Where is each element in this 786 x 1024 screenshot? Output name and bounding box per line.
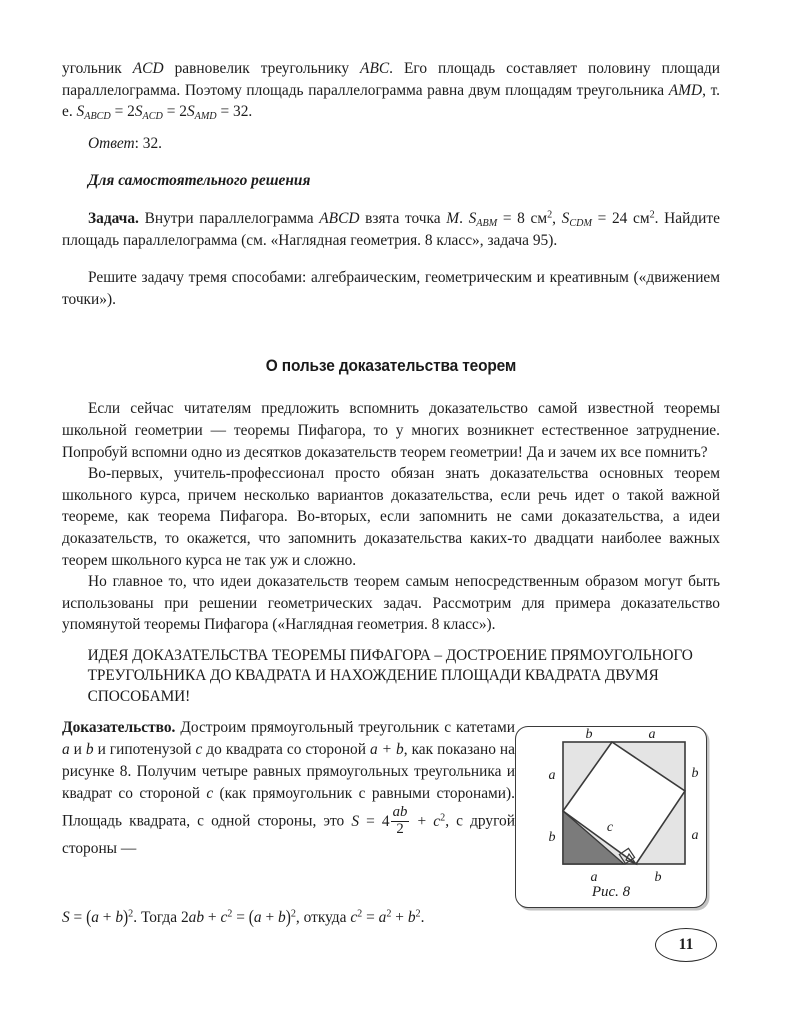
label-top-right: a xyxy=(648,727,656,742)
formula-s-cdm: $S_{CDM} = 24$ $см^2$ xyxy=(561,209,655,229)
task-paragraph xyxy=(62,208,720,251)
formula-area-1: S = 4 $\frac{ab}{2}$ + $c^2$ xyxy=(351,804,446,838)
self-study-heading xyxy=(62,170,720,192)
text-run: до квадрата со стороной xyxy=(202,741,370,759)
formula-pythagoras-step: $2ab + c^2 = (a + b)^2$ xyxy=(180,907,296,929)
text-run: , т. е. xyxy=(62,81,720,121)
text-run: , с другой стороны — xyxy=(62,812,515,857)
answer-label: Ответ xyxy=(88,134,135,152)
pythagoras-diagram xyxy=(516,727,706,907)
text-run: и xyxy=(69,741,86,759)
label-bottom-left: a xyxy=(590,870,598,885)
text-run: равновелик треугольнику xyxy=(163,60,361,77)
math-var-amd: AMD xyxy=(668,81,703,99)
label-right-bottom: a xyxy=(691,828,699,843)
math-var-abcd: ABCD xyxy=(319,209,360,227)
text-run: , как показано на рисунке 8. Получим четыре равных прямоугольных треугольника и квадрат со стороной xyxy=(62,741,515,803)
math-var-a: a xyxy=(62,741,70,759)
text-run: . Его площадь составляет половину площади параллелограмма. Поэтому площадь параллелограмма равна двум площадям треугольника xyxy=(62,60,720,99)
text-run: , xyxy=(552,209,562,227)
formula-sabcd: $S_{ABCD} = 2S_{ACD} = 2S_{AMD} = 32$. xyxy=(76,103,253,123)
label-bottom-right: b xyxy=(654,870,662,885)
paragraph-1: Если сейчас читателям предложить вспомнить доказательство самой известной теоремы школьной геометрии — теоремы Пифагора, то у многих возникнет естественное затруднение. Попробуй вспомни одно из десятков доказательств теорем геометрии! Да и зачем их все помнить? xyxy=(62,400,720,461)
formula-pythagoras-result: $c^2 = a^2 + b^2$. xyxy=(350,909,425,927)
page-number-text: 11 xyxy=(678,936,694,953)
task-label: Задача. xyxy=(88,209,139,227)
text-run: , откуда xyxy=(295,909,351,927)
math-var-abc: ABC xyxy=(360,60,390,77)
math-var-b: b xyxy=(85,741,94,759)
self-study-heading-text: Для самостоятельного решения xyxy=(88,172,311,190)
text-run: . xyxy=(459,209,469,227)
paragraph-continued xyxy=(62,58,720,123)
paragraph-2: Во-первых, учитель-профессионал просто обязан знать доказательства основных теорем школьного курса, причем несколько вариантов доказательства, если речь идет о такой важной теореме, как теорема Пифагора. Во-вторых, если запомнить не сами доказательства, а идеи доказательств, то окажется, что запомнить доказательства каких-то двадцати наиболее важных теорем школьного курса не так уж и сложно. xyxy=(62,465,720,569)
math-var-m: M xyxy=(446,209,460,227)
text-run: . Тогда xyxy=(133,909,181,927)
math-var-c2: c xyxy=(206,785,214,803)
text-run: взята точка xyxy=(359,209,447,227)
text-run: и гипотенузой xyxy=(93,741,196,759)
text-run: Внутри параллелограмма xyxy=(138,209,320,227)
text-run: угольник xyxy=(62,60,133,77)
math-var-c: c xyxy=(195,741,203,759)
text-run: (как прямоугольник с равными сторонами). Площадь квадрата, с одной стороны, это xyxy=(62,785,515,830)
label-left-bottom: b xyxy=(548,830,556,845)
solve-three-ways: Решите задачу тремя способами: алгебраическим, геометрическим и креативным («движением точки»). xyxy=(62,269,720,308)
answer-line xyxy=(62,133,720,155)
math-var-a-plus-b: a + b xyxy=(369,741,404,759)
fraction-ab-over-2: $\frac{ab}{2}$ xyxy=(392,804,408,838)
figure-caption: Рис. 8 xyxy=(591,884,631,900)
page-title: О пользе доказательства теорем xyxy=(265,356,517,376)
formula-s-abm: $S_{ABM} = 8$ $см^2$ xyxy=(468,209,553,229)
page-number-badge xyxy=(655,928,717,962)
label-hypotenuse-c: c xyxy=(606,820,614,835)
proof-formulas xyxy=(62,907,720,929)
label-top-left: b xyxy=(585,727,593,742)
label-right-top: b xyxy=(691,766,699,781)
proof-label: Доказательство. xyxy=(62,719,176,737)
text-run: Достроим прямоугольный треугольник с катетами xyxy=(175,719,515,737)
answer-value: : 32. xyxy=(134,134,163,152)
text-run: . Найдите площадь параллелограмма (см. «Наглядная геометрия. 8 класс», задача 95). xyxy=(62,209,720,249)
idea-block: ИДЕЯ ДОКАЗАТЕЛЬСТВА ТЕОРЕМЫ ПИФАГОРА – ДОСТРОЕНИЕ ПРЯМОУГОЛЬНОГО ТРЕУГОЛЬНИКА ДО КВАДРАТА И НАХОЖДЕНИЕ ПЛОЩАДИ КВАДРАТА ДВУМЯ СПОСОБАМИ! xyxy=(87,646,693,705)
paragraph-3: Но главное то, что идеи доказательств теорем самым непосредственным образом могут быть использованы при решении геометрических задач. Рассмотрим для примера доказательство упомянутой теоремы Пифагора («Наглядная геометрия. 8 класс»). xyxy=(62,573,720,634)
label-left-top: a xyxy=(548,768,556,783)
figure-8 xyxy=(515,726,707,908)
math-var-acd: ACD xyxy=(132,60,164,77)
formula-area-2: $S = (a + b)^2$ xyxy=(62,907,134,929)
